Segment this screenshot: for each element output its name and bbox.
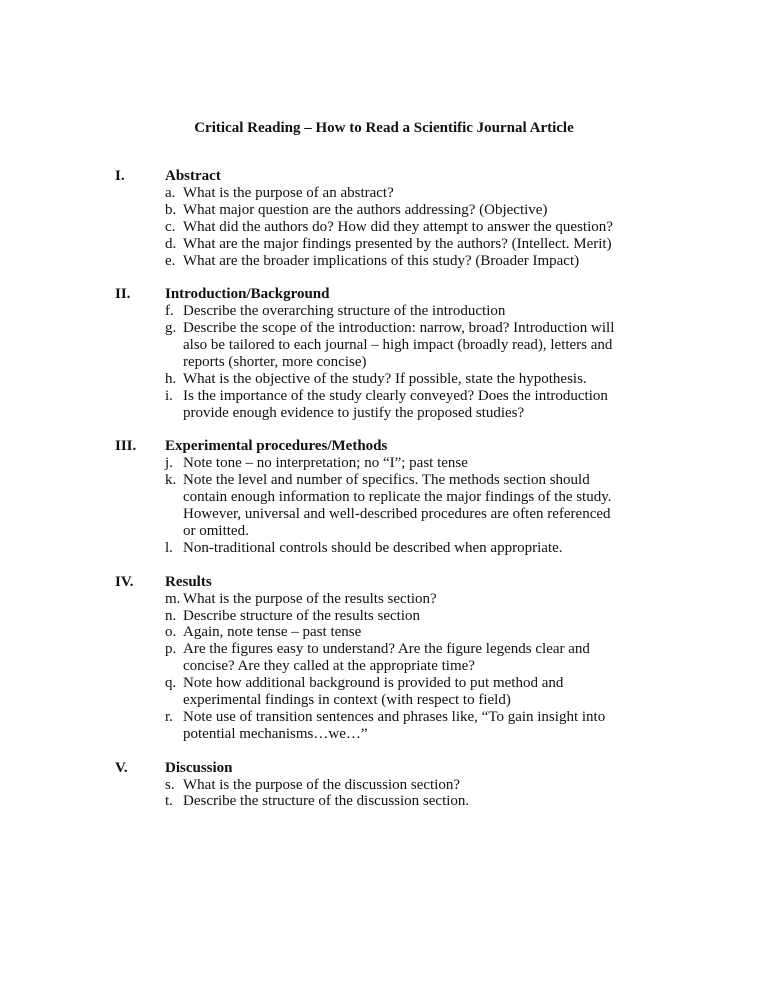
item-text (183, 591, 768, 608)
outline-section (0, 168, 768, 269)
item-letter: a. (165, 184, 176, 201)
item-text-line: What is the purpose of the discussion section? (183, 776, 461, 793)
item-letter: t. (165, 793, 173, 810)
outline-section (0, 286, 768, 421)
section-number: II. (115, 286, 131, 303)
item-text (183, 540, 768, 557)
item-text (183, 641, 768, 675)
outline-item (0, 253, 768, 270)
item-letter: n. (165, 607, 177, 624)
item-text-line: also be tailored to each journal – high impact (broadly read), letters and (183, 337, 613, 354)
item-text (183, 219, 768, 236)
item-text (183, 793, 768, 810)
item-letter: j. (165, 455, 173, 472)
section-number: III. (115, 438, 137, 455)
item-letter: o. (165, 624, 177, 641)
item-text (183, 303, 768, 320)
item-letter: f. (165, 303, 174, 320)
item-letter: q. (165, 675, 177, 692)
section-heading: Results (165, 573, 212, 590)
item-text (183, 320, 768, 371)
outline-item (0, 777, 768, 794)
item-text (183, 371, 768, 388)
section-heading: Abstract (165, 168, 221, 184)
outline-section (0, 574, 768, 743)
item-text-line: What is the purpose of an abstract? (183, 184, 394, 201)
item-text-line: What are the major findings presented by the authors? (Intellect. Merit) (183, 235, 612, 252)
item-text (183, 388, 768, 422)
item-letter: s. (165, 776, 175, 793)
item-text (183, 455, 768, 472)
outline-item (0, 608, 768, 625)
item-letter: i. (165, 387, 173, 404)
item-text-line: potential mechanisms…we…” (183, 725, 368, 742)
outline-section (0, 760, 768, 811)
item-text (183, 202, 768, 219)
item-letter: h. (165, 370, 177, 387)
item-text-line: What is the purpose of the results section? (183, 590, 437, 607)
section-number: IV. (115, 573, 134, 590)
item-text-line: Non-traditional controls should be described when appropriate. (183, 539, 563, 556)
item-letter: c. (165, 218, 176, 235)
outline-item (0, 219, 768, 236)
item-text-line: Describe the overarching structure of the introduction (183, 303, 506, 320)
item-text-line: Note the level and number of specifics. The methods section should (183, 472, 590, 489)
item-text (183, 608, 768, 625)
item-text-line: contain enough information to replicate the major findings of the study. (183, 489, 612, 506)
outline-item (0, 303, 768, 320)
outline-item (0, 202, 768, 219)
item-text-line: What did the authors do? How did they attempt to answer the question? (183, 218, 613, 235)
outline-item (0, 320, 768, 371)
item-text-line: Is the importance of the study clearly conveyed? Does the introduction (183, 387, 608, 404)
item-letter: e. (165, 252, 176, 269)
outline-item (0, 709, 768, 743)
item-text-line: What major question are the authors addressing? (Objective) (183, 201, 548, 218)
outline (0, 168, 768, 827)
item-text-line: Note tone – no interpretation; no “I”; past tense (183, 455, 468, 472)
item-text (183, 777, 768, 794)
outline-item (0, 185, 768, 202)
section-heading: Discussion (165, 759, 233, 776)
item-letter: r. (165, 708, 173, 725)
item-text-line: What are the broader implications of this study? (Broader Impact) (183, 252, 580, 269)
outline-item (0, 388, 768, 422)
item-letter: g. (165, 320, 177, 337)
document-title: Critical Reading – How to Read a Scientific Journal Article (194, 120, 574, 136)
outline-item (0, 472, 768, 540)
outline-item (0, 793, 768, 810)
item-text (183, 624, 768, 641)
item-text-line: Describe the scope of the introduction: narrow, broad? Introduction will (183, 320, 615, 337)
outline-item (0, 540, 768, 557)
item-text-line: What is the objective of the study? If possible, state the hypothesis. (183, 370, 587, 387)
item-text (183, 675, 768, 709)
item-text-line: Describe the structure of the discussion section. (183, 793, 470, 810)
item-text-line: Note use of transition sentences and phrases like, “To gain insight into (183, 708, 606, 725)
outline-item (0, 675, 768, 709)
item-text-line: experimental findings in context (with respect to field) (183, 692, 511, 709)
item-text-line: reports (shorter, more concise) (183, 353, 367, 370)
item-letter: l. (165, 539, 173, 556)
item-text-line: Are the figures easy to understand? Are the figure legends clear and (183, 641, 590, 658)
outline-item (0, 641, 768, 675)
item-text (183, 709, 768, 743)
item-text-line: Note how additional background is provided to put method and (183, 675, 564, 692)
item-letter: m. (165, 590, 181, 607)
item-text (183, 472, 768, 540)
item-text-line: concise? Are they called at the appropriate time? (183, 658, 475, 675)
item-letter: b. (165, 201, 177, 218)
outline-section (0, 438, 768, 556)
item-letter: p. (165, 641, 177, 658)
item-text-line: Again, note tense – past tense (183, 624, 362, 641)
section-heading: Introduction/Background (165, 286, 330, 303)
item-letter: k. (165, 472, 177, 489)
section-number: I. (115, 168, 125, 184)
section-heading: Experimental procedures/Methods (165, 438, 388, 455)
outline-item (0, 624, 768, 641)
item-text-line: or omitted. (183, 523, 249, 539)
outline-item (0, 236, 768, 253)
item-text (183, 185, 768, 202)
outline-item (0, 455, 768, 472)
item-text (183, 253, 768, 270)
item-text-line: provide enough evidence to justify the proposed studies? (183, 404, 525, 421)
item-text (183, 236, 768, 253)
item-text-line: Describe structure of the results section (183, 607, 421, 624)
outline-item (0, 371, 768, 388)
section-number: V. (115, 759, 128, 776)
item-letter: d. (165, 235, 177, 252)
item-text-line: However, universal and well-described procedures are often referenced (183, 506, 611, 523)
outline-item (0, 591, 768, 608)
